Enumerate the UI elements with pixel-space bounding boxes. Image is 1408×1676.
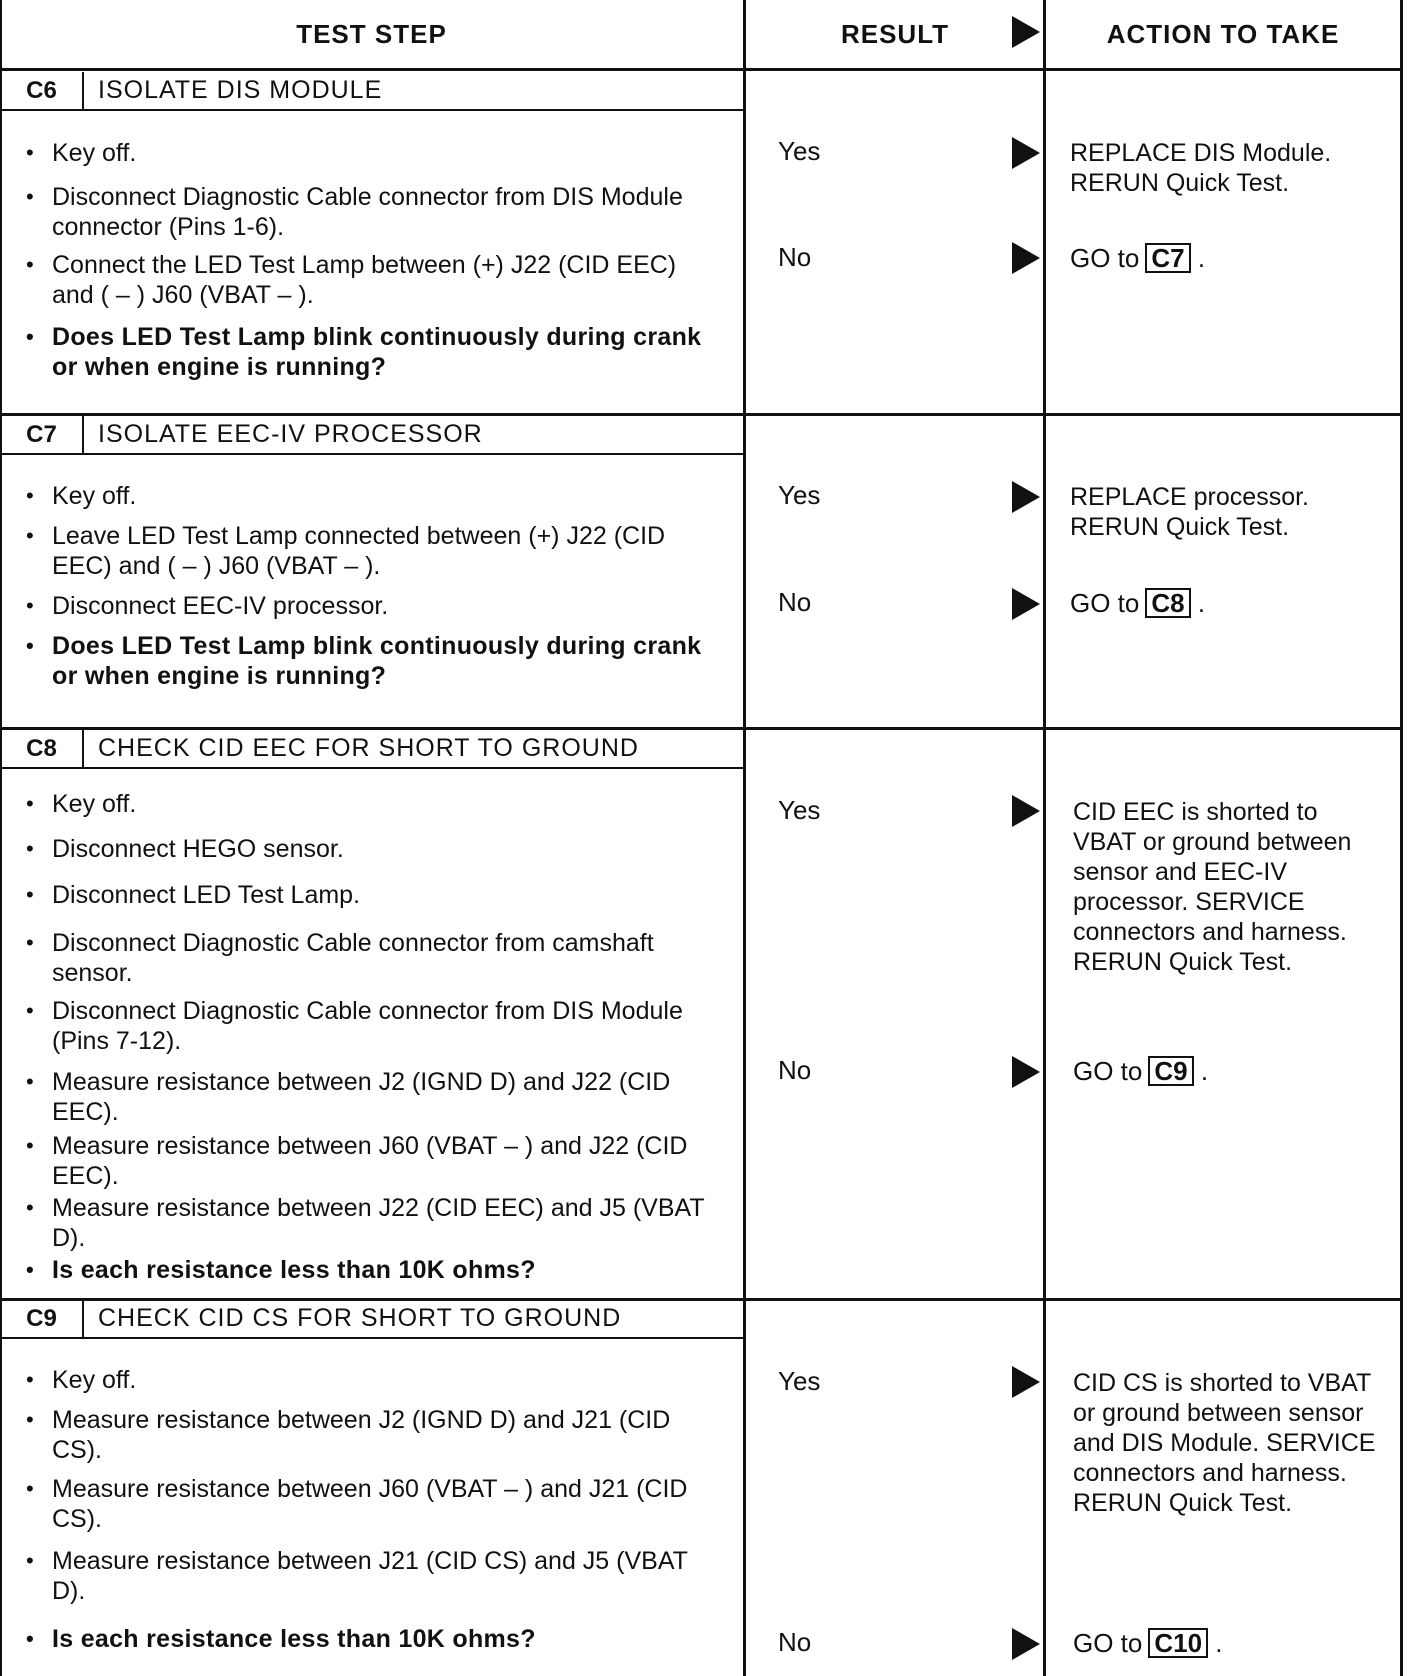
list-item: • Is each resistance less than 10K ohms?: [22, 1624, 722, 1654]
step-header-c8: [0, 730, 745, 769]
step-id-divider: [82, 1300, 84, 1337]
result-no: No: [778, 1055, 812, 1085]
step-title: ISOLATE EEC-IV PROCESSOR: [98, 420, 483, 448]
action-yes: CID EEC is shorted to VBAT or ground between sensor and EEC-IV processor. SERVICE connectors and harness. RERUN Quick Test.: [1073, 798, 1352, 976]
list-item: • Key off.: [22, 1365, 722, 1395]
list-item: • Does LED Test Lamp blink continuously during crank or when engine is running?: [22, 631, 722, 691]
step-id-divider: [82, 416, 84, 453]
step-header-c9: [0, 1300, 745, 1339]
arrow-icon: [1012, 1056, 1040, 1088]
step-id-divider: [82, 730, 84, 767]
step-title: CHECK CID CS FOR SHORT TO GROUND: [98, 1304, 622, 1332]
goto-step-ref[interactable]: C10: [1148, 1628, 1208, 1658]
step-header-c7: [0, 416, 745, 455]
list-item: • Measure resistance between J2 (IGND D) and J22 (CID EEC).: [22, 1067, 722, 1127]
list-item: • Is each resistance less than 10K ohms?: [22, 1255, 722, 1285]
header-result: RESULT: [840, 18, 950, 49]
step-title: CHECK CID EEC FOR SHORT TO GROUND: [98, 734, 639, 762]
list-item: • Measure resistance between J21 (CID CS) and J5 (VBAT D).: [22, 1546, 722, 1606]
goto-step-ref[interactable]: C9: [1148, 1056, 1193, 1086]
goto-prefix: GO to: [1070, 243, 1140, 273]
header-action: ACTION TO TAKE: [1106, 18, 1340, 49]
arrow-icon: [1012, 1366, 1040, 1398]
goto-step-ref[interactable]: C8: [1145, 588, 1190, 618]
list-item: • Leave LED Test Lamp connected between (+) J22 (CID EEC) and ( – ) J60 (VBAT – ).: [22, 521, 722, 581]
action-yes: REPLACE processor. RERUN Quick Test.: [1070, 483, 1309, 541]
column-divider-action: [1043, 0, 1046, 1676]
goto-step-ref[interactable]: C7: [1145, 243, 1190, 273]
column-divider-left: [0, 0, 2, 1676]
column-divider-right: [1400, 0, 1403, 1676]
action-yes: CID CS is shorted to VBAT or ground between sensor and DIS Module. SERVICE connectors and harness. RERUN Quick Test.: [1073, 1369, 1376, 1517]
step-header-c6: [0, 72, 745, 111]
list-item: • Connect the LED Test Lamp between (+) J22 (CID EEC) and ( – ) J60 (VBAT – ).: [22, 250, 722, 310]
goto-prefix: GO to: [1073, 1628, 1143, 1658]
step-title: ISOLATE DIS MODULE: [98, 76, 383, 104]
list-item: • Key off.: [22, 481, 722, 511]
arrow-icon: [1012, 1628, 1040, 1660]
goto-prefix: GO to: [1073, 1056, 1143, 1086]
result-no: No: [778, 1627, 812, 1657]
list-item: • Disconnect Diagnostic Cable connector from DIS Module connector (Pins 1-6).: [22, 182, 722, 242]
arrow-icon: [1012, 242, 1040, 274]
list-item: • Measure resistance between J2 (IGND D) and J21 (CID CS).: [22, 1405, 722, 1465]
step-id-divider: [82, 72, 84, 109]
result-no: No: [778, 242, 812, 272]
header-rule: [0, 68, 1403, 71]
step-id: C6: [26, 76, 57, 104]
result-yes: Yes: [778, 795, 821, 825]
action-no: GO to C8 .: [1070, 588, 1206, 618]
column-divider-result: [743, 0, 746, 1676]
step-id: C7: [26, 420, 57, 448]
result-yes: Yes: [778, 1366, 821, 1396]
action-no: GO to C7 .: [1070, 243, 1206, 273]
action-no: GO to C9 .: [1073, 1056, 1209, 1086]
list-item: • Disconnect Diagnostic Cable connector from camshaft sensor.: [22, 928, 722, 988]
result-no: No: [778, 587, 812, 617]
step-id: C8: [26, 734, 57, 762]
list-item: • Disconnect EEC-IV processor.: [22, 591, 722, 621]
result-yes: Yes: [778, 136, 821, 166]
step-id: C9: [26, 1304, 57, 1332]
action-yes: REPLACE DIS Module. RERUN Quick Test.: [1070, 139, 1332, 197]
goto-prefix: GO to: [1070, 588, 1140, 618]
header-test-step: TEST STEP: [296, 18, 447, 49]
list-item: • Disconnect LED Test Lamp.: [22, 880, 722, 910]
list-item: • Does LED Test Lamp blink continuously during crank or when engine is running?: [22, 322, 722, 382]
list-item: • Key off.: [22, 138, 722, 168]
list-item: • Key off.: [22, 789, 722, 819]
list-item: • Measure resistance between J22 (CID EEC) and J5 (VBAT D).: [22, 1193, 722, 1253]
action-no: GO to C10 .: [1073, 1628, 1223, 1658]
arrow-icon: [1012, 795, 1040, 827]
arrow-icon: [1012, 481, 1040, 513]
list-item: • Disconnect HEGO sensor.: [22, 834, 722, 864]
arrow-icon: [1012, 137, 1040, 169]
list-item: • Measure resistance between J60 (VBAT – ) and J21 (CID CS).: [22, 1474, 722, 1534]
result-yes: Yes: [778, 480, 821, 510]
list-item: • Disconnect Diagnostic Cable connector from DIS Module (Pins 7-12).: [22, 996, 722, 1056]
arrow-icon: [1012, 588, 1040, 620]
header-arrow-icon: [1012, 16, 1040, 48]
list-item: • Measure resistance between J60 (VBAT – ) and J22 (CID EEC).: [22, 1131, 722, 1191]
